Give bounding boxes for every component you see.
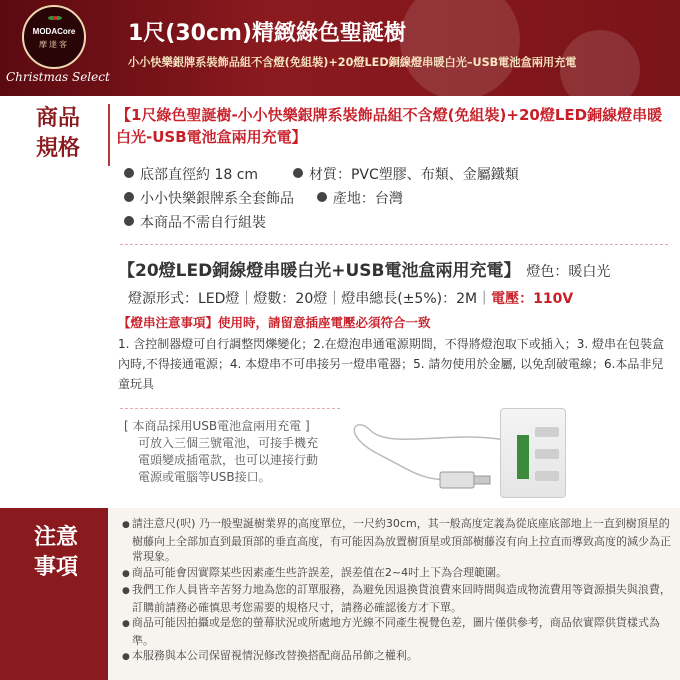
usb-cable-icon [330,410,510,500]
notice-label-1: 注意 [34,525,79,550]
led-spec-text: 燈源形式：LED燈｜燈數：20燈｜燈串總長(±5%)：2M｜ [128,291,492,307]
product-title: 【1尺綠色聖誕樹-小小快樂銀牌系裝飾品組不含燈(免組裝)+20燈LED銅線燈串暖白光-USB電池盒兩用充電】 [116,106,663,146]
brand-logo [22,5,86,69]
notice-list [122,516,672,666]
bullet-icon [317,192,327,202]
notice-item: ● 請注意尺(呎) 乃一般聖誕樹業界的高度單位，一尺約30cm，其一般高度定義為從底座底部地上一直到樹頂星的樹藤向上全部加直到最頂部的垂直高度，有可能因為放置樹頂星或頂部樹藤沒有向上拉直而導致高度的減少為正常現象。 [122,516,672,565]
notice-item: ● 本服務與本公司保留視情況修改替換搭配商品吊飾之權利。 [122,648,672,666]
battery-box-icon [500,408,566,498]
led-title-text: 【20燈LED銅線燈串暖白光+USB電池盒兩用充電】 [118,261,521,281]
page-header [0,0,680,96]
led-spec [128,288,573,308]
section-divider [120,244,668,245]
led-title [118,256,610,281]
usb-line-1: [ 本商品採用USB電池盒兩用充電 ] [124,419,310,433]
page-title: 1尺(30cm)精緻綠色聖誕樹 [128,21,406,46]
spec-material: 材質：PVC塑膠、布類、金屬鐵類 [308,167,519,183]
spec-label-2: 規格 [36,136,81,161]
notice-item: ● 我們工作人員皆辛苦努力地為您的訂單服務，為避免因退換貨浪費來回時間與造成物流費用等資源損失與浪費，訂購前請務必確慎思考您需要的規格尺寸，請務必確認後方才下單。 [122,582,672,615]
spec-bullets-row-1 [124,164,519,184]
spec-label-1: 商品 [36,106,81,131]
spec-bullets-row-3 [124,212,266,232]
usb-divider [120,408,340,409]
spec-bullets-row-2 [124,188,403,208]
snow-decoration [400,0,520,96]
bullet-icon [293,168,303,178]
logo-sub-text: 摩達客 [39,40,69,49]
usb-line-2: 可放入三個三號電池，可接手機充 [138,436,319,450]
bullet-icon [124,192,134,202]
bullet-icon [124,216,134,226]
bullet-icon [124,168,134,178]
usb-info [124,418,354,500]
notice-item: ● 商品可能會因實際某些因素產生些許誤差，誤差值在2~4吋上下為合理範圍。 [122,565,672,583]
spec-size: 底部直徑約 18 cm [140,167,259,183]
spec-origin: 產地：台灣 [332,191,403,207]
spec-ornaments: 小小快樂銀牌系全套飾品 [140,191,294,207]
led-notes: 1. 含控制器燈可自行調整閃爍變化；2.在燈泡串通電源期間，不得將燈泡取下或插入；3. 燈串在包裝盒內時,不得接通電源；4. 本燈串不可串接另一燈串電器；5. 請勿使用於金屬, 以免刮破電線；6.本品非兒童玩具 [118,337,664,391]
holly-icon [48,13,62,23]
page-subtitle: 小小快樂銀牌系裝飾品組不含燈(免組裝)+20燈LED銅線燈串暖白光–USB電池盒兩用充電 [128,56,577,69]
usb-line-4: 電源或電腦等USB接口。 [138,470,271,484]
spec-divider [108,104,110,166]
led-voltage: 電壓：110V [491,291,574,307]
notice-label-2: 事項 [34,555,79,580]
logo-brand-text: MODACore [32,27,76,36]
logo-script-text: Christmas Select [6,70,110,84]
led-color: 燈色：暖白光 [526,264,611,280]
led-warning: 【燈串注意事項】使用時，請留意插座電壓必須符合一致 [118,315,431,330]
spec-assembly: 本商品不需自行組裝 [140,215,266,231]
notice-item: ● 商品可能因拍攝或是您的螢幕狀況或所處地方光線不同產生視覺色差，圖片僅供參考，商品依實際供貨樣式為準。 [122,615,672,648]
usb-line-3: 電頭變成插電款，也可以連接行動 [138,453,319,467]
